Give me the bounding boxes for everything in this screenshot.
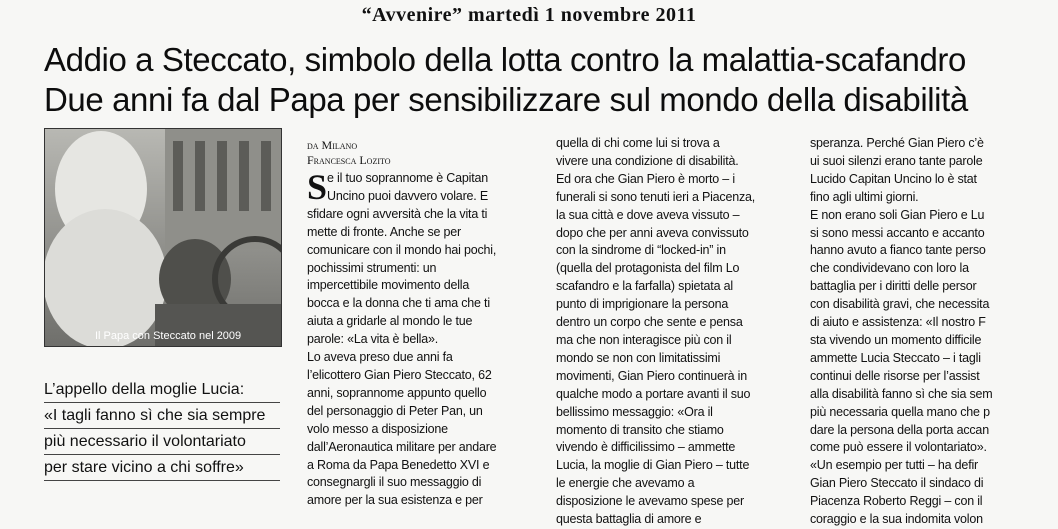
text-line: alla disabilità fanno sì che sia sem bbox=[810, 386, 993, 401]
text-line: speranza. Perché Gian Piero c’è bbox=[810, 136, 984, 150]
dateline: “Avvenire” martedì 1 novembre 2011 bbox=[361, 4, 697, 26]
text-line: bocca e la donna che ti ama che ti bbox=[307, 296, 490, 311]
text-line: Uncino puoi davvero volare. E bbox=[327, 188, 488, 203]
text-line: come può essere il volontariato». bbox=[810, 440, 987, 455]
headline bbox=[44, 40, 1044, 120]
text-line: impercettibile movimento della bbox=[307, 278, 470, 293]
byline bbox=[307, 138, 391, 168]
text-line: più necessaria quella mano che p bbox=[810, 404, 990, 419]
text-line: hanno avuto a fianco tante perso bbox=[810, 243, 986, 258]
text-line: consegnargli il suo messaggio di bbox=[307, 475, 482, 490]
pull-quote bbox=[44, 377, 280, 481]
text-line: e il tuo soprannome è Capitan bbox=[327, 171, 488, 185]
text-line: coraggio e la sua indomita volon bbox=[810, 512, 983, 527]
text-line: fino agli ultimi giorni. bbox=[810, 189, 919, 204]
text-line: aiuta a gridarle al mondo le tue bbox=[307, 314, 473, 329]
text-line: dare la persona della porta accan bbox=[810, 422, 989, 437]
text-line: (quella del protagonista del film Lo bbox=[556, 261, 740, 276]
text-line: continui delle risorse per l’assist bbox=[810, 368, 980, 383]
text-line: pochissimi strumenti: un bbox=[307, 260, 437, 275]
text-line: Lo aveva preso due anni fa bbox=[307, 350, 453, 365]
byline-author: Francesca Lozito bbox=[307, 153, 391, 167]
text-line: con la sindrome di “locked-in” in bbox=[556, 243, 726, 258]
text-line: dall’Aeronautica militare per andare bbox=[307, 439, 497, 454]
text-line: ma che non interagisce più con il bbox=[556, 332, 732, 347]
text-line: quella di chi come lui si trova a bbox=[556, 136, 720, 150]
text-line: E non erano soli Gian Piero e Lu bbox=[810, 207, 985, 222]
text-line: disposizione le avevamo spese per bbox=[556, 494, 744, 509]
text-line: momento di transito che stiamo bbox=[556, 422, 724, 437]
pull-quote-line: più necessario il volontariato bbox=[44, 429, 280, 455]
text-line: vivendo è difficilissimo – ammette bbox=[556, 440, 736, 455]
text-line: si sono messi accanto e accanto bbox=[810, 225, 985, 240]
text-line: con disabilità gravi, che necessita bbox=[810, 297, 990, 312]
text-line: la sua città e dove aveva vissuto – bbox=[556, 207, 740, 222]
text-line: movimenti, Gian Piero continuerà in bbox=[556, 368, 748, 383]
text-line: funerali si sono tenuti ieri a Piacenza, bbox=[556, 189, 756, 204]
byline-place: da Milano bbox=[307, 138, 358, 152]
article-column-3 bbox=[810, 135, 1058, 529]
photo-caption: Il Papa con Steccato nel 2009 bbox=[95, 330, 242, 342]
text-line: vivere una condizione di disabilità. bbox=[556, 153, 739, 168]
text-line: le energie che avevamo a bbox=[556, 476, 695, 491]
text-line: scafandro e la farfalla) spietata al bbox=[556, 279, 733, 294]
text-line: anni, soprannome appunto quello bbox=[307, 385, 487, 400]
photo-illustration bbox=[45, 129, 281, 346]
article-photo bbox=[44, 128, 282, 347]
text-line: ui suoi silenzi erano tante parole bbox=[810, 153, 983, 168]
text-line: mondo se non con limitatissimi bbox=[556, 350, 721, 365]
text-line: questa battaglia di amore e bbox=[556, 512, 702, 527]
text-line: del personaggio di Peter Pan, un bbox=[307, 403, 483, 418]
headline-line: Addio a Steccato, simbolo della lotta contro la malattia-scafandro bbox=[44, 41, 966, 78]
text-line: Gian Piero Steccato il sindaco di bbox=[810, 476, 984, 491]
text-line: punto di imprigionare la persona bbox=[556, 297, 729, 312]
text-line: Ed ora che Gian Piero è morto – i bbox=[556, 171, 735, 186]
text-line: battaglia per i diritti delle persor bbox=[810, 279, 977, 294]
text-line: mette di fronte. Anche se per bbox=[307, 224, 462, 239]
pull-quote-line: L’appello della moglie Lucia: bbox=[44, 377, 280, 403]
text-line: l’elicottero Gian Piero Steccato, 62 bbox=[307, 367, 492, 382]
text-line: dentro un corpo che sente e pensa bbox=[556, 315, 743, 330]
text-line: di aiuto e assistenza: «Il nostro F bbox=[810, 315, 986, 330]
text-line: ammette Lucia Steccato – i tagli bbox=[810, 350, 981, 365]
article-column-2 bbox=[556, 135, 796, 529]
pull-quote-line: «I tagli fanno sì che sia sempre bbox=[44, 403, 280, 429]
text-line: parole: «La vita è bella». bbox=[307, 332, 439, 347]
drop-cap: S bbox=[307, 167, 328, 207]
text-line: qualche modo a portare avanti il suo bbox=[556, 386, 751, 401]
text-line: comunicare con il mondo hai pochi, bbox=[307, 242, 497, 257]
text-line: a Roma da Papa Benedetto XVI e bbox=[307, 457, 490, 472]
text-line: sta vivendo un momento difficile bbox=[810, 332, 982, 347]
text-line: bellissimo messaggio: «Ora il bbox=[556, 404, 713, 419]
headline-line: Due anni fa dal Papa per sensibilizzare sul mondo della disabilità bbox=[44, 81, 968, 118]
text-line: Lucia, la moglie di Gian Piero – tutte bbox=[556, 458, 750, 473]
text-line: Piacenza Roberto Reggi – con il bbox=[810, 494, 983, 509]
pull-quote-line: per stare vicino a chi soffre» bbox=[44, 455, 280, 481]
article-column-1 bbox=[307, 167, 537, 510]
text-line: Lucido Capitan Uncino lo è stat bbox=[810, 171, 977, 186]
text-line: sfidare ogni avversità che la vita ti bbox=[307, 206, 488, 221]
text-line: che condividevano con loro la bbox=[810, 261, 969, 276]
text-line: «Un esempio per tutti – ha defir bbox=[810, 458, 979, 473]
text-line: amore per la sua esistenza e per bbox=[307, 493, 483, 508]
text-line: volo messo a disposizione bbox=[307, 421, 448, 436]
text-line: dopo che per anni aveva convissuto bbox=[556, 225, 749, 240]
